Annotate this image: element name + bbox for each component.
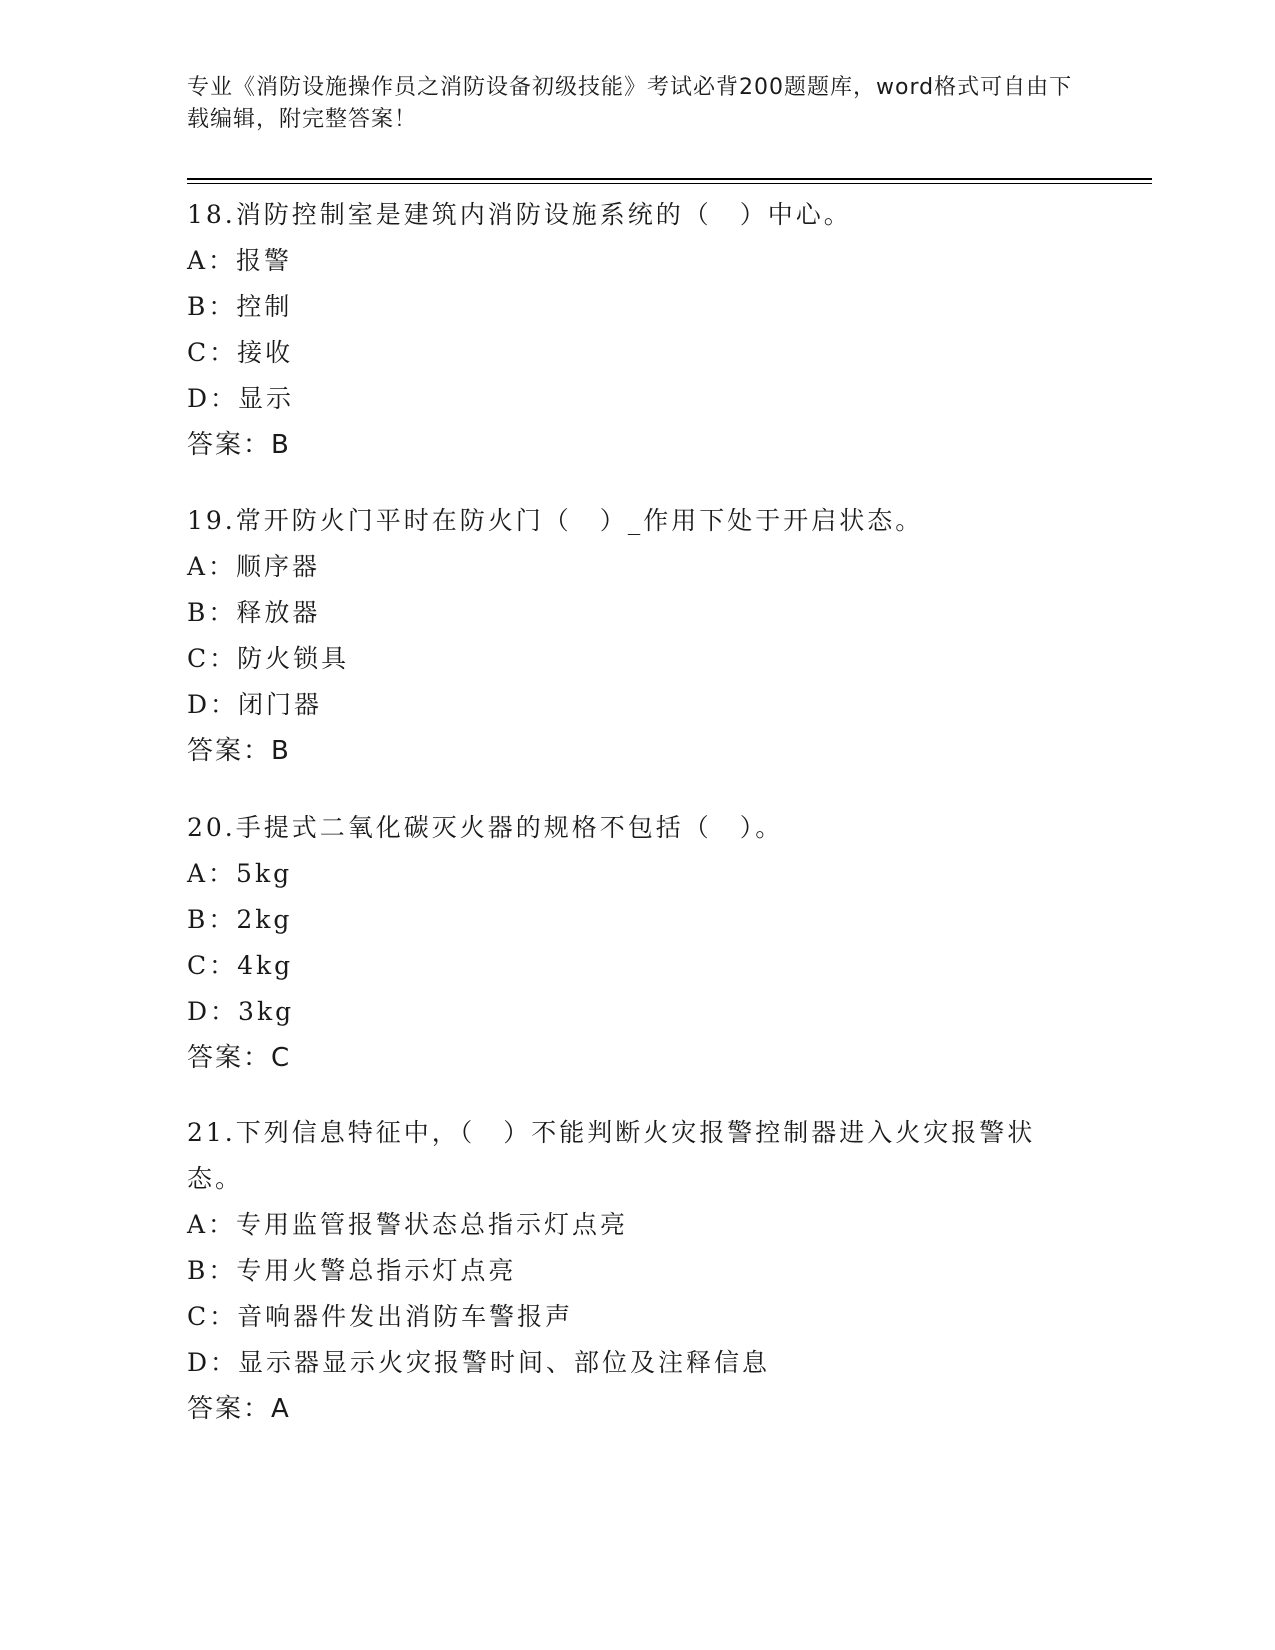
option-d: D：显示 — [187, 384, 295, 413]
option-b: B：2kg — [187, 905, 293, 934]
question-stem: 20.手提式二氧化碳灭火器的规格不包括（ ）。 — [187, 813, 784, 842]
question-21 — [187, 1110, 1087, 1432]
option-a: A：顺序器 — [187, 552, 321, 581]
answer: 答案：B — [187, 736, 291, 766]
option-b: B：控制 — [187, 292, 293, 321]
document-header: 专业《消防设施操作员之消防设备初级技能》考试必背200题题库，word格式可自由下载编辑，附完整答案！ — [187, 75, 1073, 132]
option-c: C：4kg — [187, 951, 294, 980]
option-a: A：报警 — [187, 246, 293, 275]
option-a: A：5kg — [187, 859, 293, 888]
option-c: C：防火锁具 — [187, 644, 350, 673]
question-stem: 21.下列信息特征中，（ ）不能判断火灾报警控制器进入火灾报警状态。 — [187, 1118, 1036, 1193]
question-stem: 19.常开防火门平时在防火门（ ）_作用下处于开启状态。 — [187, 506, 924, 535]
option-d: D：显示器显示火灾报警时间、部位及注释信息 — [187, 1348, 771, 1377]
option-c: C：音响器件发出消防车警报声 — [187, 1302, 574, 1331]
header-divider-thick — [187, 178, 1152, 180]
answer: 答案：C — [187, 1043, 292, 1073]
question-18 — [187, 192, 1087, 468]
answer: 答案：A — [187, 1394, 291, 1424]
answer: 答案：B — [187, 430, 291, 460]
header-divider-thin — [187, 183, 1152, 184]
question-20 — [187, 805, 1087, 1081]
option-b: B：专用火警总指示灯点亮 — [187, 1256, 517, 1285]
question-19 — [187, 498, 1087, 774]
option-b: B：释放器 — [187, 598, 321, 627]
option-d: D：闭门器 — [187, 690, 323, 719]
option-c: C：接收 — [187, 338, 294, 367]
question-stem: 18.消防控制室是建筑内消防设施系统的（ ）中心。 — [187, 200, 852, 229]
option-d: D：3kg — [187, 997, 295, 1026]
option-a: A：专用监管报警状态总指示灯点亮 — [187, 1210, 629, 1239]
